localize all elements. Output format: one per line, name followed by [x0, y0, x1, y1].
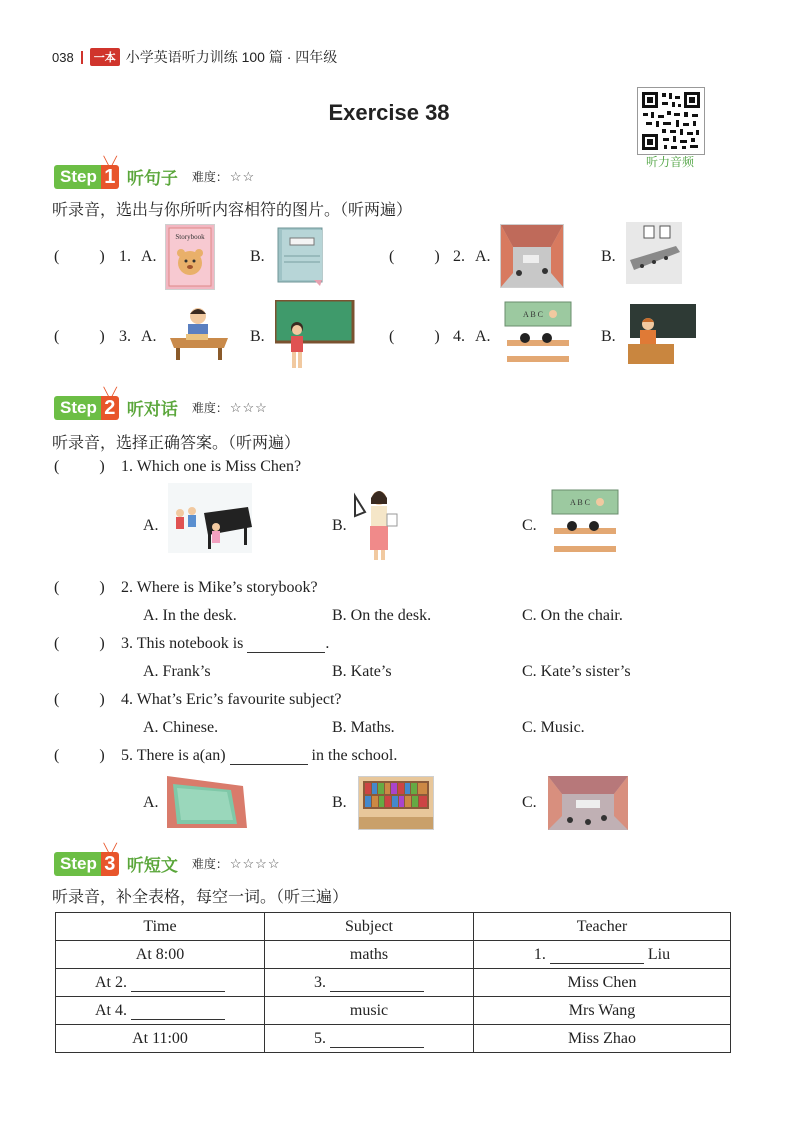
- option-c-label[interactable]: C.: [522, 794, 537, 811]
- teacher-cell: 1. Liu: [474, 941, 731, 969]
- answer-blank[interactable]: [131, 975, 225, 992]
- abc-lesson-picture: [503, 300, 575, 368]
- step3-instruction: 听录音，补全表格，每空一词。（听三遍）: [52, 889, 349, 906]
- book-title: 小学英语听力训练 100 篇 · 四年级: [125, 49, 338, 65]
- question-text: 2. Where is Mike’s storybook?: [121, 579, 318, 596]
- header-divider: [81, 51, 83, 64]
- answer-paren[interactable]: ( ): [54, 458, 105, 475]
- abc-lesson-picture: [550, 488, 622, 560]
- answer-blank[interactable]: [550, 947, 644, 964]
- step2-instruction: 听录音，选择正确答案。（听两遍）: [52, 435, 301, 452]
- option-a-label[interactable]: A.: [141, 328, 157, 345]
- time-cell: At 11:00: [56, 1025, 265, 1053]
- schedule-table: [55, 912, 731, 1053]
- teacher-pointing-picture: [353, 486, 403, 562]
- header-teacher: Teacher: [474, 913, 731, 941]
- answer-blank[interactable]: [230, 748, 308, 765]
- step-word: Step: [54, 165, 101, 189]
- storybook-title: Storybook: [175, 233, 205, 241]
- answer-paren[interactable]: ( ): [54, 328, 105, 345]
- classroom-picture: [500, 224, 564, 288]
- notebook-picture: [276, 226, 330, 288]
- option-b-label[interactable]: B.: [601, 248, 616, 265]
- time-cell: At 2.: [56, 969, 265, 997]
- option-a-label[interactable]: A.: [475, 328, 491, 345]
- answer-paren[interactable]: ( ): [54, 747, 105, 764]
- meeting-room-picture: [626, 222, 682, 284]
- step1-instruction: 听录音，选出与你所听内容相符的图片。（听两遍）: [52, 202, 413, 219]
- step-number: 2: [101, 396, 119, 420]
- difficulty-stars: ☆☆☆: [229, 399, 268, 415]
- subject-cell: 3.: [265, 969, 474, 997]
- library-picture: [358, 776, 434, 830]
- answer-paren[interactable]: ( ): [54, 579, 105, 596]
- table-header-row: [56, 913, 731, 941]
- pool-picture: [167, 776, 247, 828]
- sparkle-icon: ╲╱: [103, 156, 117, 169]
- teacher-lecturing-picture: [628, 302, 698, 366]
- option-b-label[interactable]: B.: [332, 517, 347, 534]
- step1-badge: [54, 156, 119, 189]
- difficulty-label: 难度：: [191, 857, 228, 871]
- option-c[interactable]: C. On the chair.: [522, 607, 623, 624]
- teacher-cell: Miss Chen: [474, 969, 731, 997]
- time-cell: At 8:00: [56, 941, 265, 969]
- difficulty-label: 难度：: [191, 170, 228, 184]
- answer-paren[interactable]: ( ): [54, 248, 105, 265]
- storybook-picture: [165, 224, 215, 290]
- table-row: [56, 1025, 731, 1053]
- page-number: 038: [52, 49, 74, 65]
- option-b[interactable]: B. Kate’s: [332, 663, 392, 680]
- answer-paren[interactable]: ( ): [54, 691, 105, 708]
- school-hall-picture: [548, 776, 628, 830]
- girl-at-blackboard-picture: [275, 300, 355, 372]
- time-cell: At 4.: [56, 997, 265, 1025]
- option-a[interactable]: A. Frank’s: [143, 663, 211, 680]
- board-text: A B C: [523, 310, 544, 319]
- option-b-label[interactable]: B.: [332, 794, 347, 811]
- option-b[interactable]: B. Maths.: [332, 719, 395, 736]
- subject-cell: music: [265, 997, 474, 1025]
- answer-blank[interactable]: [330, 975, 424, 992]
- qr-audio-label: 听力音频: [645, 155, 694, 169]
- step3-heading: [54, 843, 281, 876]
- step-word: Step: [54, 852, 101, 876]
- step-word: Step: [54, 396, 101, 420]
- teacher-cell: Miss Zhao: [474, 1025, 731, 1053]
- option-b-label[interactable]: B.: [601, 328, 616, 345]
- step1-name: 听句子: [126, 169, 178, 188]
- step1-heading: [54, 156, 256, 189]
- question-number: 4.: [453, 328, 465, 345]
- sparkle-icon: ╲╱: [103, 387, 117, 400]
- option-c-label[interactable]: C.: [522, 517, 537, 534]
- question-number: 2.: [453, 248, 465, 265]
- difficulty-label: 难度：: [191, 401, 228, 415]
- board-text: A B C: [570, 498, 591, 507]
- step3-badge: [54, 843, 119, 876]
- header-subject: Subject: [265, 913, 474, 941]
- exercise-title: Exercise 38: [328, 100, 450, 125]
- option-a-label[interactable]: A.: [475, 248, 491, 265]
- answer-blank[interactable]: [131, 1003, 225, 1020]
- difficulty-stars: ☆☆: [229, 168, 256, 184]
- difficulty-stars: ☆☆☆☆: [229, 855, 281, 871]
- option-a[interactable]: A. In the desk.: [143, 607, 237, 624]
- qr-code-icon[interactable]: [637, 87, 705, 155]
- subject-cell: maths: [265, 941, 474, 969]
- answer-blank[interactable]: [247, 636, 325, 653]
- answer-paren[interactable]: ( ): [389, 248, 440, 265]
- option-c[interactable]: C. Music.: [522, 719, 585, 736]
- piano-kids-picture: [168, 483, 252, 553]
- header-time: Time: [56, 913, 265, 941]
- question-text: 3. This notebook is .: [121, 635, 330, 652]
- option-b[interactable]: B. On the desk.: [332, 607, 432, 624]
- subject-cell: 5.: [265, 1025, 474, 1053]
- option-a[interactable]: A. Chinese.: [143, 719, 219, 736]
- option-b-label[interactable]: B.: [250, 328, 265, 345]
- step3-name: 听短文: [126, 856, 178, 875]
- option-b-label[interactable]: B.: [250, 248, 265, 265]
- answer-blank[interactable]: [330, 1031, 424, 1048]
- step-number: 1: [101, 165, 119, 189]
- table-row: [56, 941, 731, 969]
- step2-name: 听对话: [126, 400, 178, 419]
- boy-at-desk-picture: [168, 304, 230, 362]
- option-a-label[interactable]: A.: [143, 517, 159, 534]
- table-row: [56, 969, 731, 997]
- option-a-label[interactable]: A.: [141, 248, 157, 265]
- answer-paren[interactable]: ( ): [54, 635, 105, 652]
- step-number: 3: [101, 852, 119, 876]
- step2-heading: [54, 387, 268, 420]
- step2-badge: [54, 387, 119, 420]
- brand-logo: 一本: [90, 48, 120, 66]
- teacher-cell: Mrs Wang: [474, 997, 731, 1025]
- option-c[interactable]: C. Kate’s sister’s: [522, 663, 631, 680]
- answer-paren[interactable]: ( ): [389, 328, 440, 345]
- table-row: [56, 997, 731, 1025]
- question-text: 1. Which one is Miss Chen?: [121, 458, 302, 475]
- question-number: 1.: [119, 248, 131, 265]
- sparkle-icon: ╲╱: [103, 843, 117, 856]
- option-a-label[interactable]: A.: [143, 794, 159, 811]
- question-text: 5. There is a(an) in the school.: [121, 747, 398, 764]
- question-text: 4. What’s Eric’s favourite subject?: [121, 691, 342, 708]
- question-number: 3.: [119, 328, 131, 345]
- page-header: [52, 48, 337, 66]
